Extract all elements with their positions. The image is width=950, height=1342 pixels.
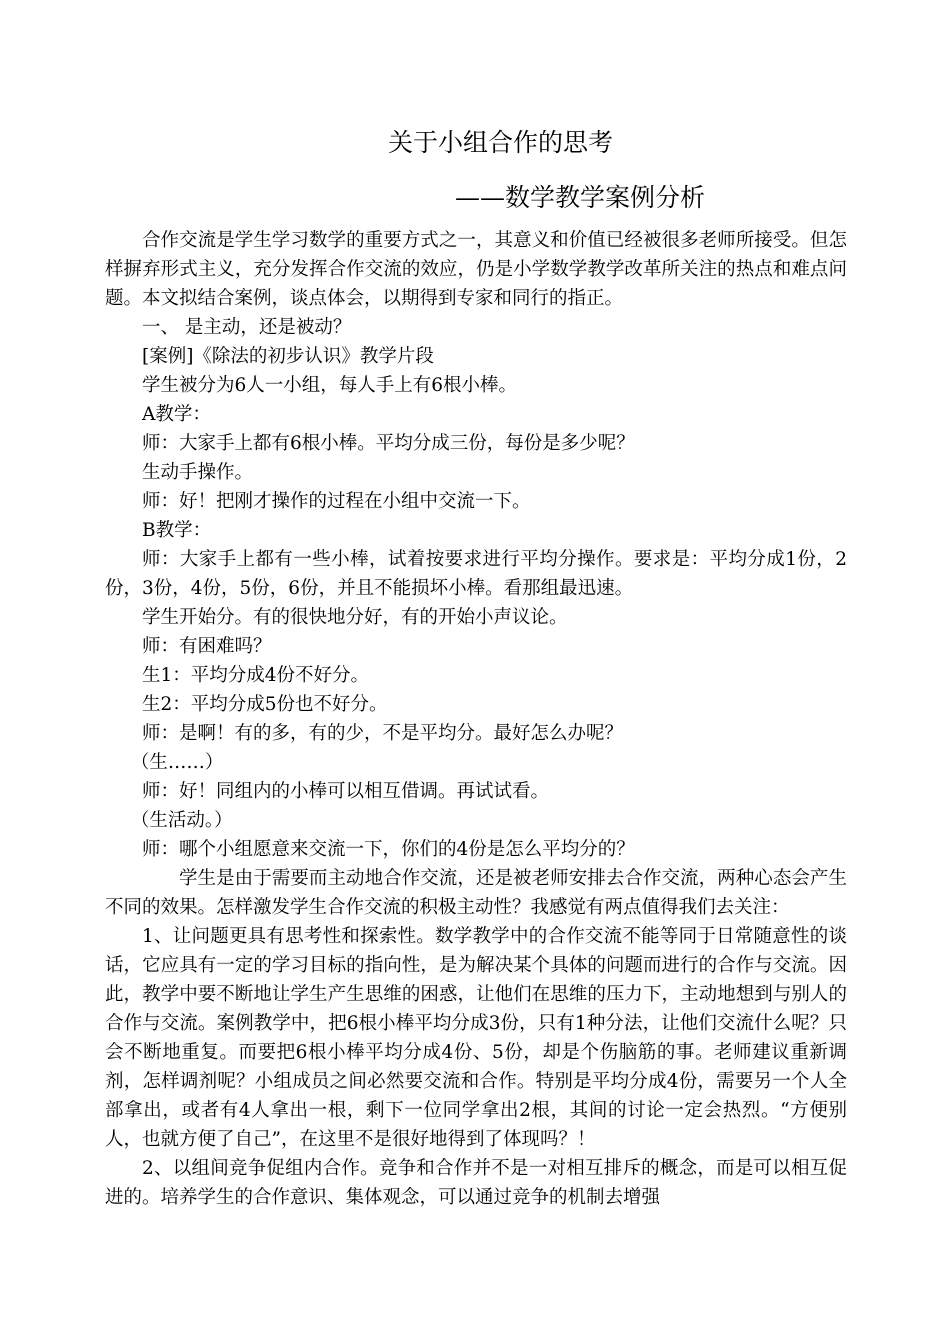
section-heading: 一、 是主动，还是被动？ [142, 317, 352, 338]
document-body [105, 226, 847, 1212]
dialogue-line: 师：好！同组内的小棒可以相互借调。再试试看。 [142, 781, 550, 802]
analysis-paragraph: 学生是由于需要而主动地合作交流，还是被老师安排去合作交流，两种心态会产生不同的效果。怎样激发学生合作交流的积极主动性？我感觉有两点值得我们去关注： [105, 868, 847, 918]
teaching-b-label: B教学： [142, 520, 212, 541]
dialogue-line: 学生开始分。有的很快地分好，有的开始小声议论。 [142, 607, 568, 628]
teaching-a-label: A教学： [142, 404, 211, 425]
dialogue-line: （生……） [130, 752, 224, 773]
case-title: [案例]《除法的初步认识》教学片段 [142, 346, 434, 367]
dialogue-line: 师：有困难吗？ [142, 636, 272, 657]
document-subtitle: ——数学教学案例分析 [455, 183, 706, 212]
dialogue-line: 师：好！把刚才操作的过程在小组中交流一下。 [142, 491, 531, 512]
case-setup: 学生被分为6人一小组，每人手上有6根小棒。 [142, 375, 518, 396]
document-title: 关于小组合作的思考 [388, 128, 614, 157]
dialogue-line: 生2：平均分成5份也不好分。 [142, 694, 388, 715]
dialogue-line: 生动手操作。 [142, 462, 254, 483]
dialogue-line: 生1：平均分成4份不好分。 [142, 665, 370, 686]
dialogue-line: 师：哪个小组愿意来交流一下，你们的4份是怎么平均分的？ [142, 839, 635, 860]
intro-paragraph: 合作交流是学生学习数学的重要方式之一，其意义和价值已经被很多老师所接受。但怎样摒弃形式主义，充分发挥合作交流的效应，仍是小学数学教学改革所关注的热点和难点问题。本文拟结合案例，谈点体会，以期得到专家和同行的指正。 [105, 230, 847, 309]
dialogue-line: 师：是啊！有的多，有的少，不是平均分。最好怎么办呢？ [142, 723, 624, 744]
point-one-paragraph: 1、让问题更具有思考性和探索性。数学教学中的合作交流不能等同于日常随意性的谈话，它应具有一定的学习目标的指向性，是为解决某个具体的问题而进行的合作与交流。因此，教学中要不断地让学生产生思维的困惑，让他们在思维的压力下，主动地想到与别人的合作与交流。案例教学中，把6根小棒平均分成3份，只有1种分法，让他们交流什么呢？只会不断地重复。而要把6根小棒平均分成4份、5份，却是个伤脑筋的事。老师建议重新调剂，怎样调剂呢？小组成员之间必然要交流和合作。特别是平均分成4份，需要另一个人全部拿出，或者有4人拿出一根，剩下一位同学拿出2根，其间的讨论一定会热烈。“方便别人，也就方便了自己”，在这里不是很好地得到了体现吗？！ [105, 926, 847, 1150]
dialogue-line: （生活动。） [130, 810, 233, 831]
point-two-paragraph: 2、以组间竞争促组内合作。竞争和合作并不是一对相互排斥的概念，而是可以相互促进的。培养学生的合作意识、集体观念，可以通过竞争的机制去增强 [105, 1158, 847, 1208]
dialogue-line: 师：大家手上都有6根小棒。平均分成三份，每份是多少呢？ [142, 433, 635, 454]
dialogue-line: 师：大家手上都有一些小棒，试着按要求进行平均分操作。要求是：平均分成1份，2份，3份，4份，5份，6份，并且不能损坏小棒。看那组最迅速。 [105, 549, 847, 599]
